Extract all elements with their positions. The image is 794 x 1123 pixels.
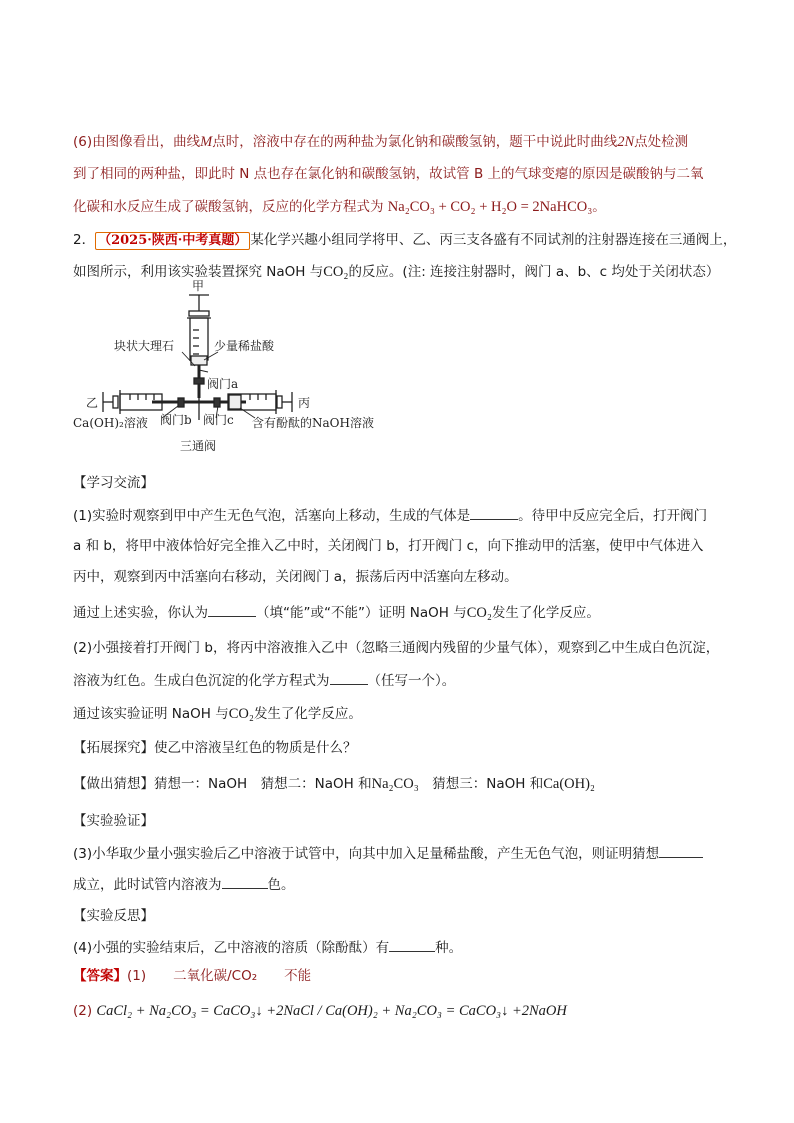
part-2-line-2	[73, 670, 455, 691]
answer-line-2	[73, 1001, 567, 1021]
text: 色。	[267, 877, 295, 893]
text: 种。	[435, 940, 463, 956]
text: 如图所示，利用该实验装置探究 NaOH 与	[73, 264, 324, 280]
formula: CO₂	[323, 264, 349, 280]
part-3-line-2	[73, 874, 295, 895]
answer-blank[interactable]	[208, 602, 256, 617]
text: 猜想三：NaOH 和	[418, 776, 544, 792]
label-bing: 丙	[298, 396, 311, 410]
answer-blank[interactable]	[222, 874, 268, 889]
text: (4)小强的实验结束后，乙中溶液的溶质（除酚酞）有	[73, 940, 390, 956]
answer-number: (2)	[73, 1003, 93, 1019]
answer-equation: CaCl₂ + Na₂CO₃ = CaCO₃↓ +2NaCl / Ca(OH)₂ + Na₂CO₃ = CaCO₃↓ +2NaOH	[96, 1003, 567, 1019]
text: (3)小华取少量小强实验后乙中溶液于试管中，向其中加入足量稀盐酸，产生无色气泡，则证明猜想	[73, 846, 660, 862]
formula: CO₂	[228, 706, 254, 722]
part-4-line-1	[73, 937, 462, 958]
part-2-line-1: (2)小强接着打开阀门 b，将丙中溶液推入乙中（忽略三通阀内残留的少量气体），观察到乙中生成白色沉淀，	[73, 640, 720, 656]
text: 发生了化学反应。	[491, 605, 600, 621]
section-heading-yanzheng: 【实验验证】	[73, 813, 154, 829]
answer-blank[interactable]	[389, 937, 435, 952]
formula: Na₂CO₃	[371, 776, 419, 792]
source-tag: （2025·陕西·中考真题）	[95, 232, 250, 250]
section-heading-fansi: 【实验反思】	[73, 908, 154, 924]
text: （任写一个）。	[367, 673, 456, 689]
label-jia: 甲	[192, 279, 205, 293]
text: 某化学兴趣小组同学将甲、乙、丙三支各盛有不同试剂的注射器连接在三通阀上，	[250, 232, 737, 248]
label-caoh2-solution: Ca(OH)₂溶液	[73, 416, 148, 430]
formula: CO₂	[466, 605, 492, 621]
text: 【做出猜想】猜想一：NaOH 猜想二：NaOH 和	[73, 776, 372, 792]
formula: Ca(OH)₂	[543, 776, 595, 792]
label-three-way-valve: 三通阀	[180, 439, 217, 453]
text: 点处检测	[634, 134, 689, 150]
text: 溶液为红色。生成白色沉淀的化学方程式为	[73, 673, 330, 689]
question-number: 2．	[73, 232, 96, 248]
text: （填“能”或“不能”）证明 NaOH 与	[256, 605, 467, 621]
label-valve-b: 阀门b	[160, 413, 192, 427]
text: 。待甲中反应完全后，打开阀门	[518, 508, 708, 524]
text: 通过该实验证明 NaOH 与	[73, 706, 229, 722]
text: (6)由图像看出，曲线	[73, 134, 201, 150]
equation: Na₂CO₃ + CO₂ + H₂O = 2NaHCO₃	[387, 199, 593, 215]
part-3-line-1	[73, 843, 703, 864]
text: 点时，溶液中存在的两种盐为氯化钠和碳酸氢钠，题干中说此时曲线	[212, 134, 618, 150]
label-yi: 乙	[86, 396, 99, 410]
answer-blank[interactable]	[470, 505, 518, 520]
text: 通过上述实验，你认为	[73, 605, 208, 621]
part-1-line-4	[73, 602, 600, 623]
label-marble: 块状大理石	[114, 339, 175, 353]
part-1-line-1	[73, 505, 707, 526]
extension-question: 【拓展探究】使乙中溶液呈红色的物质是什么？	[73, 740, 357, 756]
hypotheses	[73, 774, 595, 794]
answer-label: 【答案】	[73, 968, 127, 984]
text: 。	[592, 199, 606, 215]
curve-n: 2N	[617, 134, 635, 150]
part-1-line-3: 丙中，观察到丙中活塞向右移动，关闭阀门 a，振荡后丙中活塞向左移动。	[73, 569, 518, 585]
part-2-line-3	[73, 704, 362, 724]
syringe-jia	[187, 295, 211, 378]
label-naoh-phenolphthalein: 含有酚酞的NaOH溶液	[252, 416, 374, 430]
text: (1)实验时观察到甲中产生无色气泡，活塞向上移动，生成的气体是	[73, 508, 471, 524]
answer-blank[interactable]	[659, 843, 703, 858]
part-1-line-2: a 和 b，将甲中液体恰好完全推入乙中时，关闭阀门 b，打开阀门 c，向下推动甲的活塞，使甲中气体进入	[73, 538, 704, 554]
label-valve-a: 阀门a	[207, 377, 239, 391]
label-valve-c: 阀门c	[203, 413, 234, 427]
answer-line-1	[73, 966, 311, 986]
prev-answer-line-2: 到了相同的两种盐，即此时 N 点也存在氯化钠和碳酸氢钠，故试管 B 上的气球变瘪的原因是碳酸钠与二氧	[73, 166, 704, 182]
answer-blank[interactable]	[330, 670, 368, 685]
text: 的反应。(注: 连接注射器时，阀门 a、b、c 均处于关闭状态）	[348, 264, 720, 280]
text: 化碳和水反应生成了碳酸氢钠，反应的化学方程式为	[73, 199, 384, 215]
syringe-bing	[228, 390, 292, 414]
curve-m: M	[200, 134, 213, 150]
text: 发生了化学反应。	[253, 706, 362, 722]
label-dilute-hcl: 少量稀盐酸	[214, 339, 275, 353]
text: 成立，此时试管内溶液为	[73, 877, 222, 893]
answer-text: (1) 二氧化碳/CO₂ 不能	[127, 968, 312, 984]
section-heading-xuexi: 【学习交流】	[73, 475, 154, 491]
